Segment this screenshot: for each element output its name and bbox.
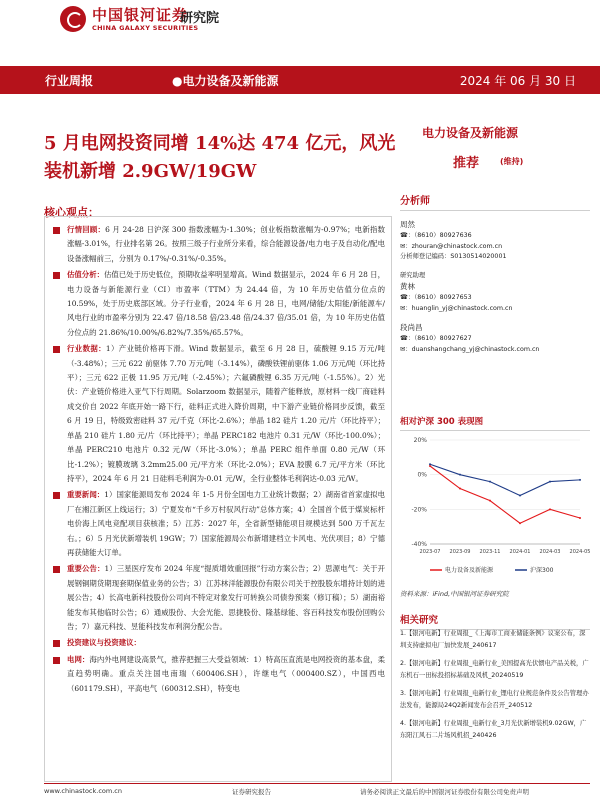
footer-label: 证券研究报告 xyxy=(232,788,271,796)
footer-disclaimer: 请务必阅读正文最后的中国银河证券股份有限公司免责声明 xyxy=(360,788,529,796)
series-point xyxy=(429,463,431,465)
x-tick-label: 2024-01 xyxy=(509,549,531,555)
analyst-email[interactable]: ✉：zhouran@chinastock.com.cn xyxy=(400,242,503,250)
analyst-phone: ☎：（8610）80927627 xyxy=(400,335,472,342)
chart-title: 相对沪深 300 表现图 xyxy=(400,415,590,431)
section-head: 行业数据： xyxy=(67,344,106,354)
rating-note: (维持) xyxy=(500,157,524,166)
core-box xyxy=(44,216,392,782)
series-point xyxy=(579,517,581,519)
analyst-phone: ☎：（8610）80927636 xyxy=(400,232,472,239)
x-tick-label: 2023-09 xyxy=(449,549,471,555)
analyst-name: 段尚昌 xyxy=(400,323,423,332)
series-point xyxy=(489,500,491,502)
x-tick-label: 2024-05 xyxy=(569,549,590,555)
series-line-1 xyxy=(430,464,580,495)
analyst-card xyxy=(400,322,590,355)
series-point xyxy=(519,522,521,524)
x-tick-label: 2024-03 xyxy=(539,549,561,555)
section-grid xyxy=(51,653,385,696)
related-list xyxy=(400,628,590,748)
series-point xyxy=(459,488,461,490)
institute-label: 研究院 xyxy=(180,11,220,26)
analyst-email[interactable]: ✉：duanshangchang_yj@chinastock.com.cn xyxy=(400,345,540,353)
logo-text-cn: 中国银河证券 xyxy=(92,6,189,24)
section-head: 重要公告： xyxy=(67,564,105,574)
related-item[interactable]: 1.【银河电新】行业周报_《上海市工商业储能条例》议案公布，深圳支持虚拟电厂加快发展_240617 xyxy=(400,630,586,649)
section-body: 海内外电网建设高景气，推荐把握三大受益领域：1）特高压直流是电网投资的基本盘，柔直趋势明确。重点关注国电南瑞（600406.SH），许继电气（000400.SZ），中国西电（601179.SH），平高电气（600312.SH），特变电 xyxy=(67,654,385,693)
section-announcements xyxy=(51,562,385,634)
section-head: 重要新闻： xyxy=(67,490,105,500)
sector-label: 电力设备及新能源 xyxy=(422,126,519,140)
section-head: 电网： xyxy=(67,654,90,664)
y-tick-label: -20% xyxy=(411,506,427,514)
related-item[interactable]: 2.【银河电新】行业周报_电新行业_美国提高光伏惯电产品关税，广东机石一田标投招标基础及风机_20240519 xyxy=(400,660,589,679)
chart-source: 资料来源：iFind,中国银河证券研究院 xyxy=(400,590,509,598)
analyst-email[interactable]: ✉：huanglin_yj@chinastock.com.cn xyxy=(400,304,513,312)
analyst-card xyxy=(400,271,590,315)
legend-label: 电力设备及新能源 xyxy=(445,567,494,574)
section-market-review xyxy=(51,223,385,266)
performance-chart xyxy=(400,432,590,582)
section-body: 1）产业链价格再下滑。Wind 数据显示，截至 6 月 28 日，硫酸锂 9.15 万元/吨（-3.48%）；三元 622 前驱体 7.70 万元/吨（-3.14%），磷酸铁锂前驱体 1.06 万元/吨（环比持平）；三元 622 正极 11.95 万元/吨（-2.45%）；六氟磷酸锂 6.35 万元/吨（-1.55%）。2）光伏：产业链价格进入亚气下行周期。Solarzoom 数据显示，随着产能释放，原材料一线厂商硅料成交价自 2022 年底开始一路下行，硅料正式进入降价周期，中下游产业链价格同步反馈，截至 6 月 19 日，特级致密硅料 37 元/千克（环比-2.6%）；单晶 182 硅片 1.20 元/片（环比持平）；单晶 210 硅片 1.80 元/片（环比持平）；单晶 PERC182 电池片 0.31 元/W（环比-100.0%）；单晶 PERC210 电池片 0.32 元/W（环比-3.0%）；单晶 PERC 组件单面 0.80 元/W（环比-1.2%）；镀膜玻璃 3.2mm25.00 元/平方米（环比-2.0%）；EVA 胶膜 6.7 元/平方米（环比持平），2024 年 6 月 21 日硅料毛利润为-0.01 元/W，全行业整体毛利润达-0.03 元/W。 xyxy=(67,344,385,483)
section-head: 行情回顾： xyxy=(67,225,106,234)
related-item[interactable]: 4.【银河电新】行业周报_电新行业_3月光伏新增装机9.02GW，广东阳江风石二片场风机招_240426 xyxy=(400,720,587,739)
galaxy-logo-icon xyxy=(60,6,86,32)
section-valuation xyxy=(51,268,385,340)
section-body: 1）三星医疗发布 2024 年度“提质增效重回报”行动方案公告；2）思源电气：关于开展钢铜期货期现套期保值业务的公告；3）江苏林洋能源股份有限公司关于控股股东增持计划的进展公告；4）长高电新科技股份公司向不特定对象发行可转换公司债券预案（修订稿）；5）湖南裕能发布其他临时公告；6）通威股份、大会光能、思捷股份、隆基绿能、容百科技发布股份回购公告；7）嘉元科技、昱能科技发布利润分配公告。 xyxy=(67,564,385,631)
rating: 推荐 xyxy=(453,156,480,171)
y-tick-label: 20% xyxy=(413,437,427,444)
series-point xyxy=(459,474,461,476)
section-investment xyxy=(51,636,385,650)
report-type: 行业周报 xyxy=(45,74,94,88)
x-tick-label: 2023-11 xyxy=(479,549,501,555)
y-tick-label: -40% xyxy=(411,541,427,548)
analyst-role: 研究助理 xyxy=(400,271,426,279)
section-industry-data xyxy=(51,342,385,486)
legend-label: 沪深300 xyxy=(530,567,554,574)
footer-divider xyxy=(44,783,590,784)
report-title: 5 月电网投资同增 14%达 474 亿元，风光装机新增 2.9GW/19GW xyxy=(44,133,396,182)
analysts-heading: 分析师 xyxy=(400,192,590,211)
series-point xyxy=(519,494,521,496)
y-tick-label: 0% xyxy=(417,471,427,479)
report-date: 2024 年 06 月 30 日 xyxy=(459,74,576,88)
related-item[interactable]: 3.【银河电新】行业周报_电新行业_锂电行业规范条件及公告管理办法发布，能源局24Q2新闻发布会召开_240512 xyxy=(400,690,589,709)
series-point xyxy=(549,508,551,510)
related-heading: 相关研究 xyxy=(400,612,590,630)
x-tick-label: 2023-07 xyxy=(419,549,441,555)
analyst-card xyxy=(400,219,590,263)
core-heading: 核心观点： xyxy=(44,206,99,219)
report-banner xyxy=(0,66,600,94)
analyst-phone: ☎：（8610）80927653 xyxy=(400,294,472,301)
analyst-reg: 分析师登记编码：S0130514020001 xyxy=(400,253,507,260)
section-news xyxy=(51,488,385,560)
section-head: 估值分析： xyxy=(67,270,104,280)
section-body: 1）国家能源局发布 2024 年 1-5 月份全国电力工业统计数据；2）湖南省首家虚拟电厂在湘江新区上线运行；3）宁夏发布“千乡万村驭风行动”总体方案；4）全国首个低于煤炭标杆电价海上风电竞配项目获核准；5）江苏：2027 年，全省新型储能项目规模达到 500 万千瓦左右。；6）5 月光伏新增装机 19GW；7）国家能源局公布新增建档立卡风电、光伏项目；8）宁德再获储能大订单。 xyxy=(67,490,385,557)
footer-website[interactable]: www.chinastock.com.cn xyxy=(44,787,122,795)
section-body: 6 月 24-28 日沪深 300 指数涨幅为-1.30%；创业板指数涨幅为-0.97%；电新指数涨幅-3.01%，行业排名第 26。按照三级子行业所分来看，综合能源设备/电力电子及自动化/配电设备涨幅前三，分别为 0.17%/-0.31%/-0.35%。 xyxy=(67,225,385,263)
analyst-name: 周然 xyxy=(400,220,415,229)
series-point xyxy=(549,481,551,483)
banner-sector: ●电力设备及新能源 xyxy=(172,74,279,88)
logo-text-en: CHINA GALAXY SECURITIES xyxy=(92,24,199,32)
series-point xyxy=(579,479,581,481)
analyst-name: 黄林 xyxy=(400,282,415,291)
series-point xyxy=(429,465,431,467)
analysts-panel xyxy=(400,192,590,355)
series-point xyxy=(489,481,491,483)
section-body: 估值已处于历史低位，预期收益率明显增高。Wind 数据显示，2024 年 6 月 28 日，电力设备与新能源行业（CI）市盈率（TTM）为 24.44 倍，为 10 年历史估值分位点的 10.59%，处于历史底部区域。分子行业看，2024 年 6 月 28 日，电网/储能/太阳能/新能源车/风电行业的市盈率分别为 22.47 倍/18.58 倍/23.48 倍/24.37 倍/35.01 倍，为 10 年历史估值分位点的 21.86%/10.00%/6.82%/7.35%/65.57%。 xyxy=(67,270,385,337)
section-head: 投资建议与投资建议： xyxy=(67,638,141,648)
